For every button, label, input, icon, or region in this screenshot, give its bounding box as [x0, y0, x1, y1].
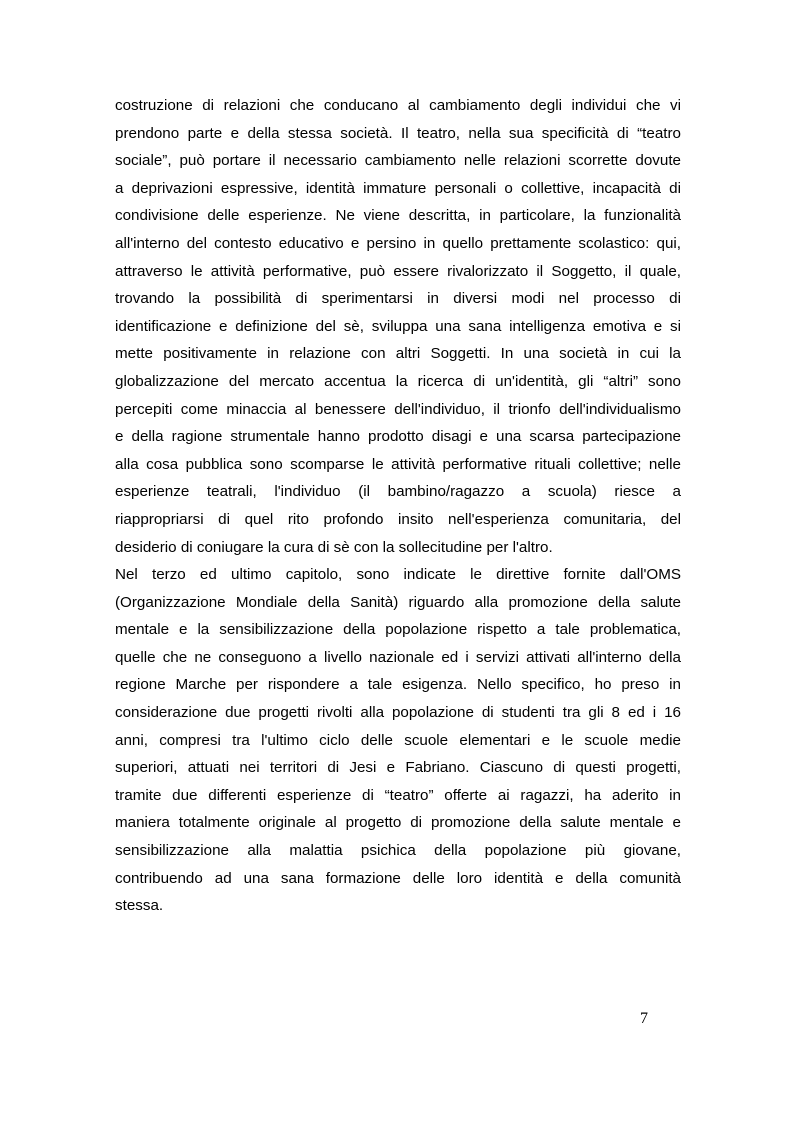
text-line: e della ragione strumentale hanno prodotto disagi e una scarsa partecipazione [115, 428, 681, 446]
text-line: prendono parte e della stessa società. Il teatro, nella sua specificità di “teatro [115, 124, 681, 142]
text-line: condivisione delle esperienze. Ne viene descritta, in particolare, la funzionalità [115, 207, 681, 225]
text-line: contribuendo ad una sana formazione delle loro identità e della comunità [115, 869, 681, 887]
body-text [115, 92, 681, 920]
text-line: trovando la possibilità di sperimentarsi in diversi modi nel processo di [115, 290, 681, 308]
text-line: esperienze teatrali, l'individuo (il bambino/ragazzo a scuola) riesce a [115, 483, 681, 501]
text-line: superiori, attuati nei territori di Jesi e Fabriano. Ciascuno di questi progetti, [115, 759, 681, 777]
text-line: regione Marche per rispondere a tale esigenza. Nello specifico, ho preso in [115, 676, 681, 694]
text-line: maniera totalmente originale al progetto di promozione della salute mentale e [115, 814, 681, 832]
text-line: quelle che ne conseguono a livello nazionale ed i servizi attivati all'interno della [115, 648, 681, 666]
text-line: considerazione due progetti rivolti alla popolazione di studenti tra gli 8 ed i 16 [115, 704, 681, 722]
text-line: sensibilizzazione alla malattia psichica della popolazione più giovane, [115, 842, 681, 860]
text-line: riappropriarsi di quel rito profondo insito nell'esperienza comunitaria, del [115, 510, 681, 528]
text-line: a deprivazioni espressive, identità immature personali o collettive, incapacità di [115, 179, 681, 197]
text-line: (Organizzazione Mondiale della Sanità) riguardo alla promozione della salute [115, 593, 681, 611]
text-line: percepiti come minaccia al benessere dell'individuo, il trionfo dell'individualismo [115, 400, 681, 418]
text-line: alla cosa pubblica sono scomparse le attività performative rituali collettive; nelle [115, 455, 681, 473]
text-line: stessa. [115, 897, 164, 915]
text-line: sociale”, può portare il necessario cambiamento nelle relazioni scorrette dovute [115, 152, 681, 170]
text-line: globalizzazione del mercato accentua la ricerca di un'identità, gli “altri” sono [115, 372, 681, 390]
text-line: anni, compresi tra l'ultimo ciclo delle scuole elementari e le scuole medie [115, 731, 681, 749]
text-line: attraverso le attività performative, può essere rivalorizzato il Soggetto, il quale, [115, 262, 681, 280]
text-line: tramite due differenti esperienze di “teatro” offerte ai ragazzi, ha aderito in [115, 786, 681, 804]
page-number: 7 [640, 1010, 648, 1027]
text-line: identificazione e definizione del sè, sviluppa una sana intelligenza emotiva e si [115, 317, 681, 335]
text-line: all'interno del contesto educativo e persino in quello prettamente scolastico: qui, [115, 234, 681, 252]
text-line: mentale e la sensibilizzazione della popolazione rispetto a tale problematica, [115, 621, 681, 639]
text-line: Nel terzo ed ultimo capitolo, sono indicate le direttive fornite dall'OMS [115, 566, 681, 584]
text-line: mette positivamente in relazione con altri Soggetti. In una società in cui la [115, 345, 681, 363]
text-line: desiderio di coniugare la cura di sè con la sollecitudine per l'altro. [115, 538, 553, 556]
text-line: costruzione di relazioni che conducano al cambiamento degli individui che vi [115, 97, 681, 114]
